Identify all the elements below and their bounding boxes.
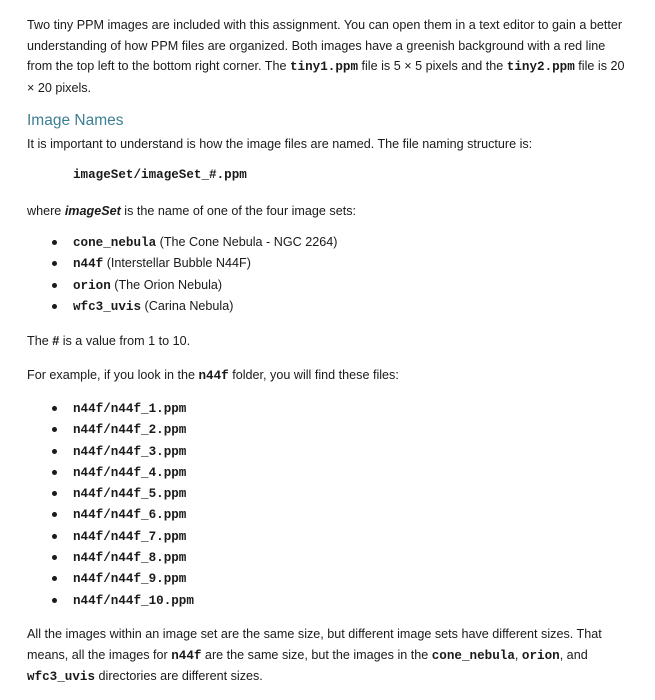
image-set-list	[50, 232, 337, 317]
closing-text: , and	[559, 647, 588, 662]
closing-code: n44f	[171, 648, 202, 663]
set-code: wfc3_uvis	[73, 299, 142, 314]
closing-paragraph	[27, 624, 633, 688]
where-text: is the name of one of the four image sets:	[120, 204, 357, 218]
list-item	[50, 526, 194, 547]
bullet-icon	[52, 512, 57, 517]
hash-text: is a value from 1 to 10.	[59, 334, 191, 348]
hash-text: The	[27, 334, 53, 348]
where-paragraph	[27, 201, 633, 222]
closing-code: wfc3_uvis	[27, 670, 96, 684]
set-code: cone_nebula	[73, 236, 157, 250]
intro-text: file is 20 × 20 pixels.	[27, 59, 625, 95]
file-name: n44f/n44f_4.ppm	[73, 465, 187, 480]
set-description: (Interstellar Bubble N44F)	[103, 256, 251, 271]
naming-paragraph: It is important to understand is how the image files are named. The file naming structure is:	[27, 137, 533, 151]
list-item	[50, 504, 194, 525]
file-name: n44f/n44f_9.ppm	[73, 572, 187, 587]
list-item	[50, 253, 337, 274]
closing-code: orion	[521, 648, 560, 663]
intro-paragraph	[27, 15, 633, 98]
naming-pattern: imageSet/imageSet_#.ppm	[73, 168, 247, 182]
intro-text: file is 5 × 5 pixels and the	[358, 59, 507, 73]
list-item	[50, 419, 194, 440]
section-heading: Image Names	[27, 112, 124, 129]
file-name: n44f/n44f_2.ppm	[73, 423, 187, 438]
bullet-icon	[52, 576, 57, 581]
closing-code: cone_nebula	[431, 648, 515, 663]
set-description: (The Orion Nebula)	[110, 277, 223, 292]
set-code: n44f	[73, 257, 104, 272]
example-text: folder, you will find these files:	[228, 368, 399, 382]
list-item	[50, 568, 194, 589]
intro-text: Two tiny PPM images are included with this assignment. You can open them in a text editor to gain a better understanding of how PPM files are organized. Both images have a greenish background with a red line from the top left to the bottom right corner. The	[27, 18, 623, 73]
bullet-icon	[52, 304, 57, 309]
bullet-icon	[52, 261, 57, 266]
closing-text: are the same size, but the images in the	[201, 647, 432, 662]
file-name: n44f/n44f_6.ppm	[73, 508, 187, 523]
list-item	[50, 275, 337, 296]
list-item	[50, 462, 194, 483]
tiny2-filename: tiny2.ppm	[506, 60, 575, 74]
where-text: where	[27, 204, 65, 218]
set-description: (Carina Nebula)	[141, 298, 234, 313]
file-name: n44f/n44f_1.ppm	[73, 402, 187, 416]
set-description: (The Cone Nebula - NGC 2264)	[156, 235, 338, 249]
closing-text: directories are different sizes.	[95, 669, 263, 683]
set-code: orion	[73, 278, 111, 293]
file-name: n44f/n44f_8.ppm	[73, 551, 187, 566]
file-name: n44f/n44f_3.ppm	[73, 444, 187, 459]
bullet-icon	[52, 470, 57, 475]
hash-symbol: #	[52, 334, 60, 348]
list-item	[50, 398, 194, 419]
file-name: n44f/n44f_5.ppm	[73, 487, 187, 502]
list-item	[50, 296, 337, 317]
bullet-icon	[52, 555, 57, 560]
file-name: n44f/n44f_7.ppm	[73, 529, 187, 544]
bullet-icon	[52, 427, 57, 432]
bullet-icon	[52, 491, 57, 496]
hash-paragraph	[27, 331, 633, 352]
closing-text: ,	[514, 647, 522, 662]
list-item	[50, 590, 194, 611]
example-text: For example, if you look in the	[27, 368, 199, 382]
tiny1-filename: tiny1.ppm	[289, 60, 359, 74]
closing-text: All the images within an image set are the same size, but different image sets have different sizes. That means, all the images for	[27, 627, 602, 662]
file-name: n44f/n44f_10.ppm	[73, 593, 194, 608]
bullet-icon	[52, 283, 57, 288]
file-list	[50, 398, 194, 611]
bullet-icon	[52, 534, 57, 539]
bullet-icon	[52, 598, 57, 603]
where-term: imageSet	[64, 204, 121, 218]
list-item	[50, 232, 337, 253]
list-item	[50, 441, 194, 462]
list-item	[50, 483, 194, 504]
bullet-icon	[52, 406, 57, 411]
bullet-icon	[52, 449, 57, 454]
example-paragraph	[27, 365, 633, 387]
list-item	[50, 547, 194, 568]
example-folder: n44f	[198, 369, 229, 383]
bullet-icon	[52, 240, 57, 245]
